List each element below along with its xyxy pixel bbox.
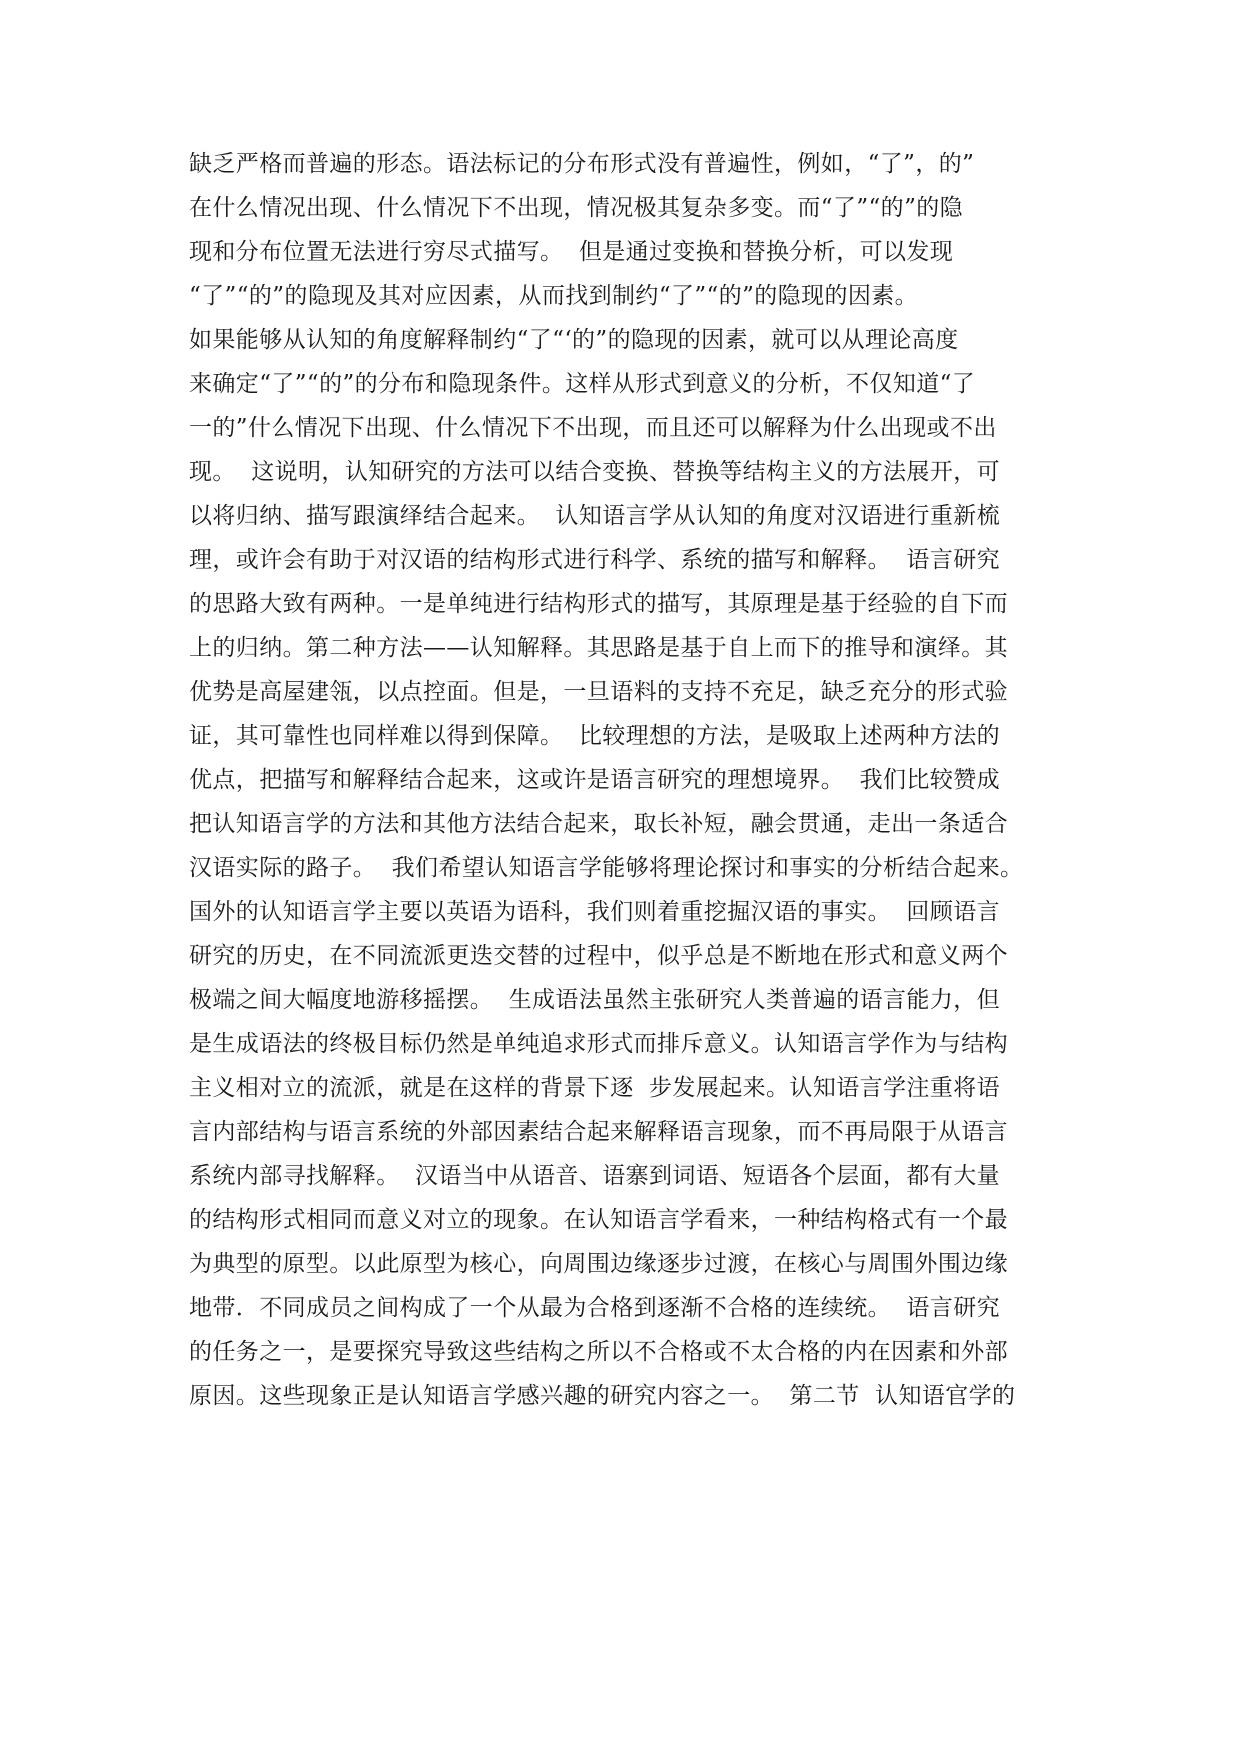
text-line: 理，或许会有助于对汉语的结构形式进行科学、系统的描写和解释。 语言研究 — [189, 547, 1001, 573]
text-line: 言内部结构与语言系统的外部因素结合起来解释语言现象，而不再局限于从语言 — [189, 1119, 1008, 1145]
text-line: 主义相对立的流派，就是在这样的背景下逐 步发展起来。认知语言学注重将语 — [189, 1075, 1001, 1101]
text-line: 以将归纳、描写跟演绎结合起来。 认知语言学从认知的角度对汉语进行重新梳 — [189, 503, 1001, 529]
text-line: 缺乏严格而普遍的形态。语法标记的分布形式没有普遍性，例如，“了”，的” — [189, 151, 975, 177]
text-line: 国外的认知语言学主要以英语为语科，我们则着重挖掘汉语的事实。 回顾语言 — [189, 899, 1001, 925]
text-line: 优势是高屋建瓴，以点控面。但是，一旦语料的支持不充足，缺乏充分的形式验 — [189, 679, 1008, 705]
text-line: 的任务之一，是要探究导致这些结构之所以不合格或不太合格的内在因素和外部 — [189, 1339, 1008, 1365]
text-line: 为典型的原型。以此原型为核心，向周围边缘逐步过渡，在核心与周围外围边缘 — [189, 1251, 1008, 1277]
text-line: 的结构形式相同而意义对立的现象。在认知语言学看来，一种结构格式有一个最 — [189, 1207, 1008, 1233]
body-text — [189, 142, 1069, 1418]
text-line: 系统内部寻找解释。 汉语当中从语音、语寨到词语、短语各个层面，都有大量 — [189, 1163, 1001, 1189]
text-line: 原因。这些现象正是认知语言学感兴趣的研究内容之一。 第二节 认知语官学的 — [189, 1383, 1016, 1409]
text-line: 现。 这说明，认知研究的方法可以结合变换、替换等结构主义的方法展开，可 — [189, 459, 1001, 485]
text-line: 来确定“了”“的”的分布和隐现条件。这样从形式到意义的分析，不仅知道“了 — [189, 371, 976, 397]
text-line: 优点，把描写和解释结合起来，这或许是语言研究的理想境界。 我们比较赞成 — [189, 767, 1001, 793]
text-line: 上的归纳。第二种方法——认知解释。其思路是基于自上而下的推导和演绎。其 — [189, 635, 1008, 661]
text-line: 在什么情况出现、什么情况下不出现，情况极其复杂多变。而“了”“的”的隐 — [189, 195, 964, 221]
text-line: 汉语实际的路子。 我们希望认知语言学能够将理论探讨和事实的分析结合起来。 — [189, 855, 1024, 881]
text-line: 现和分布位置无法进行穷尽式描写。 但是通过变换和替换分析，可以发现 — [189, 239, 954, 265]
text-line: 的思路大致有两种。一是单纯进行结构形式的描写，其原理是基于经验的自下而 — [189, 591, 1008, 617]
text-line: 极端之间大幅度地游移摇摆。 生成语法虽然主张研究人类普遍的语言能力，但 — [189, 987, 1001, 1013]
text-line: 一的”什么情况下出现、什么情况下不出现，而且还可以解释为什么出现或不出 — [189, 415, 997, 441]
text-line: 把认知语言学的方法和其他方法结合起来，取长补短，融会贯通，走出一条适合 — [189, 811, 1008, 837]
text-line: 地带．不同成员之间构成了一个从最为合格到逐渐不合格的连续统。 语言研究 — [189, 1295, 1001, 1321]
text-line: 如果能够从认知的角度解释制约“了“‘的”的隐现的因素，就可以从理论高度 — [189, 327, 959, 353]
text-line: “了”“的”的隐现及其对应因素，从而找到制约“了”“的”的隐现的因素。 — [189, 283, 919, 309]
text-line: 研究的历史，在不同流派更迭交替的过程中，似乎总是不断地在形式和意义两个 — [189, 943, 1008, 969]
text-line: 证，其可靠性也同样难以得到保障。 比较理想的方法，是吸取上述两种方法的 — [189, 723, 1001, 749]
text-line: 是生成语法的终极目标仍然是单纯追求形式而排斥意义。认知语言学作为与结构 — [189, 1031, 1008, 1057]
